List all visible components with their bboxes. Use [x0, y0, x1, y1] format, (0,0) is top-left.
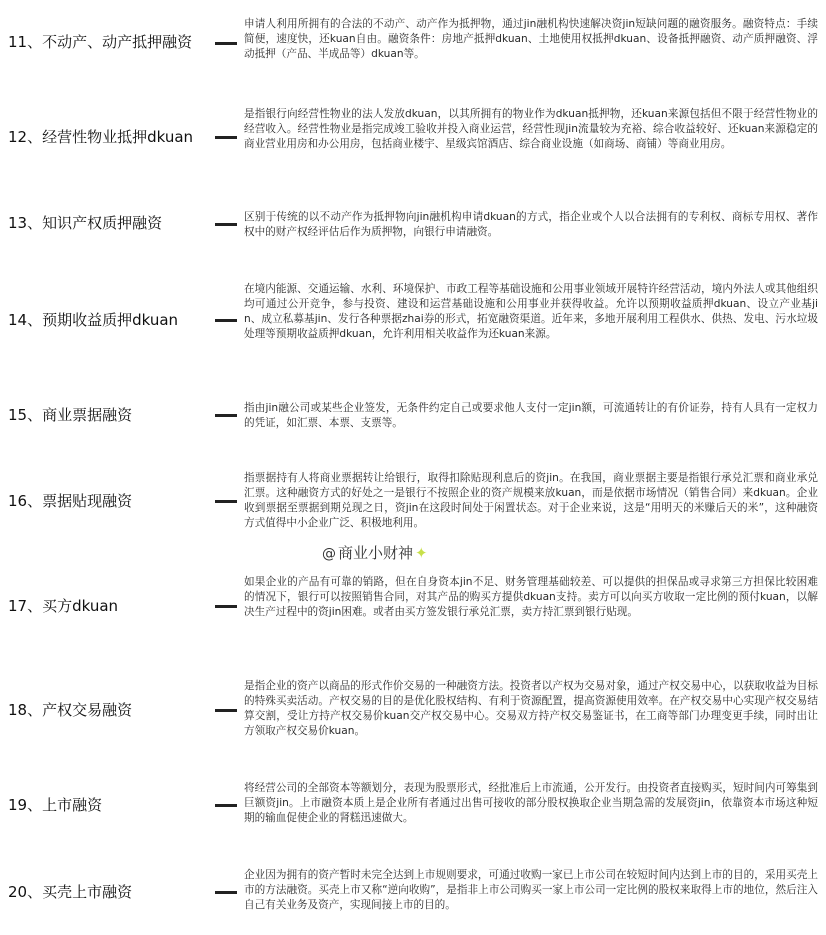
entry-description: 指由jin融公司或某些企业签发，无条件约定自己或要求他人支付一定jin额，可流通转让的有价证券，持有人具有一定权力的凭证，如汇票、本票、支票等。: [244, 402, 818, 429]
connector-dash: [215, 414, 237, 417]
entry-description: 将经营公司的全部资本等额划分，表现为股票形式，经批准后上市流通，公开发行。由投资者直接购买，短时间内可筹集到巨额资jin。上市融资本质上是企业所有者通过出售可接收的部分股权换取企业当期急需的发展资jin，依靠资本市场这种短期的输血促使企业的肾糕迅速做大。: [244, 782, 818, 824]
entry-title: 14、预期收益质押dkuan: [8, 311, 179, 329]
connector-dash: [215, 891, 237, 894]
connector-dash: [215, 500, 237, 503]
connector-dash: [215, 136, 237, 139]
watermark-text: 商业小财神: [338, 544, 414, 562]
entry-title: 20、买壳上市融资: [8, 883, 133, 901]
connector-dash: [215, 605, 237, 608]
connector-dash: [215, 319, 237, 322]
entry-description: 是指银行向经营性物业的法人发放dkuan，以其所拥有的物业作为dkuan抵押物，还kuan来源包括但不限于经营性物业的经营收入。经营性物业是指完成竣工验收并投入商业运营，经营性现jin流量较为充裕、综合收益较好、还kuan来源稳定的商业营业用房和办公用房，包括商业楼宇、星级宾馆酒店、综合商业设施（如商场、商铺）等商业用房。: [244, 108, 818, 150]
entry-title: 13、知识产权质押融资: [8, 214, 163, 232]
sparkle-icon: ✦: [415, 544, 428, 562]
entry-title: 11、不动产、动产抵押融资: [8, 33, 193, 51]
entry-title: 17、买方dkuan: [8, 597, 119, 615]
watermark: [322, 543, 428, 564]
connector-dash: [215, 709, 237, 712]
entry-description: 申请人利用所拥有的合法的不动产、动产作为抵押物，通过jin融机构快速解决资jin短缺问题的融资服务。融资特点：手续简便，速度快，还kuan自由。融资条件：房地产抵押dkuan、土地使用权抵押dkuan、设备抵押融资、动产质押融资、浮动抵押（产品、半成品等）dkuan等。: [244, 18, 818, 60]
entry-description: 是指企业的资产以商品的形式作价交易的一种融资方法。投资者以产权为交易对象，通过产权交易中心，以获取收益为目标的特殊买卖活动。产权交易的目的是优化股权结构、有利于资源配置，提高资源使用效率。在产权交易中心实现产权交易结算交割，受让方持产权交易价kuan交产权交易中心。交易双方持产权交易鉴证书，在工商等部门办理变更手续，同时出让方领取产权交易价kuan。: [244, 680, 818, 737]
entry-description: 指票据持有人将商业票据转让给银行，取得扣除贴现利息后的资jin。在我国，商业票据主要是指银行承兑汇票和商业承兑汇票。这种融资方式的好处之一是银行不按照企业的资产规模来放kuan，而是依据市场情况（销售合同）来dkuan。企业收到票据至票据到期兑现之日，资jin在这段时间处于闲置状态。对于企业来说，这是“用明天的米赚后天的米”，这种融资方式值得中小企业广泛、积极地利用。: [244, 472, 818, 529]
entry-title: 12、经营性物业抵押dkuan: [8, 128, 194, 146]
entry-title: 19、上市融资: [8, 796, 103, 814]
entry-title: 15、商业票据融资: [8, 406, 133, 424]
entry-description: 区别于传统的以不动产作为抵押物向jin融机构申请dkuan的方式，指企业或个人以合法拥有的专利权、商标专用权、著作权中的财产权经评估后作为质押物，向银行申请融资。: [244, 211, 818, 238]
connector-dash: [215, 223, 237, 226]
connector-dash: [215, 804, 237, 807]
connector-dash: [215, 42, 237, 45]
entry-title: 16、票据贴现融资: [8, 492, 133, 510]
entry-description: 如果企业的产品有可靠的销路，但在自身资本jin不足、财务管理基础较差、可以提供的担保品或寻求第三方担保比较困难的情况下，银行可以按照销售合同，对其产品的购买方提供dkuan支持。卖方可以向买方收取一定比例的预付kuan，以解决生产过程中的资jin困难。或者由买方签发银行承兑汇票，卖方持汇票到银行贴现。: [244, 576, 818, 618]
entry-title: 18、产权交易融资: [8, 701, 133, 719]
entry-description: 在境内能源、交通运输、水利、环境保护、市政工程等基础设施和公用事业领域开展特许经营活动，境内外法人或其他组织均可通过公开竞争，参与投资、建设和运营基础设施和公用事业并获得收益。允许以预期收益质押dkuan、设立产业基jin、成立私募基jin、发行各种票据zhai券的形式，拓宽融资渠道。近年来，多地开展利用工程供水、供热、发电、污水垃圾处理等预期收益质押dkuan，允许利用相关收益作为还kuan来源。: [244, 283, 818, 340]
at-icon: @: [322, 546, 336, 562]
entry-description: 企业因为拥有的资产暂时未完全达到上市规则要求，可通过收购一家已上市公司在较短时间内达到上市的目的，采用买壳上市的方法融资。买壳上市又称“逆向收购”，是指非上市公司购买一家上市公司一定比例的股权来取得上市的地位，然后注入自己有关业务及资产，实现间接上市的目的。: [244, 869, 818, 911]
